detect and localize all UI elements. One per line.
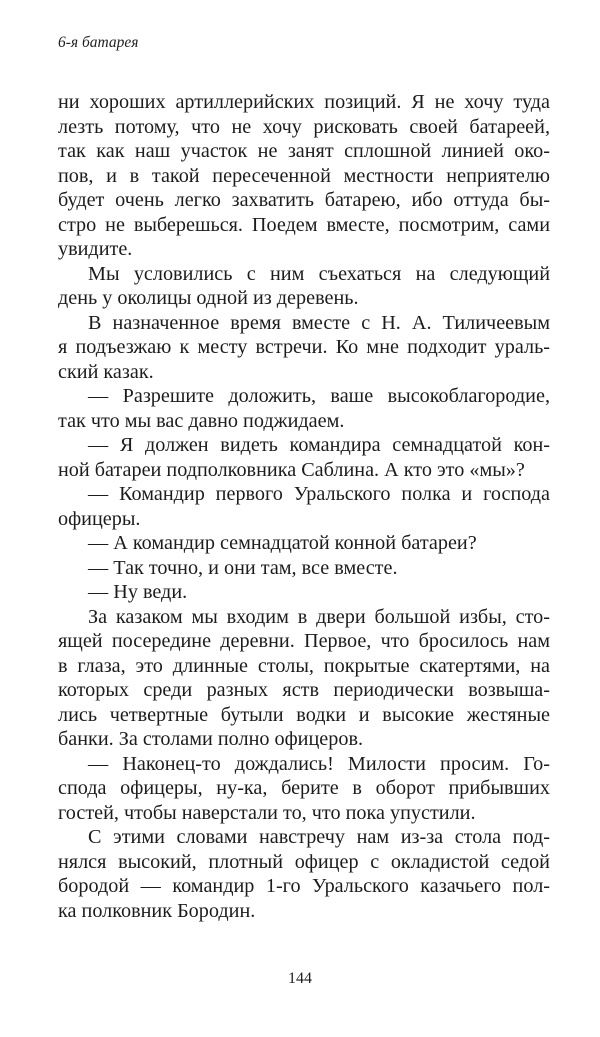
text-line: офицеры. xyxy=(58,507,141,530)
text-line: ский казак. xyxy=(58,360,154,383)
paragraph xyxy=(58,90,550,262)
text-line: бородой — командир 1-го Уральского казачьего пол- xyxy=(58,875,550,897)
paragraph xyxy=(58,384,550,433)
text-line: В назначенное время вместе с Н. А. Тиличеевым xyxy=(88,311,550,334)
paragraph xyxy=(58,311,550,385)
text-line: будет очень легко захватить батарею, ибо оттуда бы- xyxy=(58,189,550,211)
text-line: С этими словами навстречу нам из-за стола под- xyxy=(88,826,550,848)
paragraph xyxy=(58,556,550,581)
text-line: день у околицы одной из деревень. xyxy=(58,287,359,309)
paragraph xyxy=(58,752,550,826)
text-line: — Наконец-то дождались! Милости просим. Го- xyxy=(88,752,550,775)
text-line: гостей, чтобы наверстали то, что пока упустили. xyxy=(58,801,476,824)
text-line: — Так точно, и они там, все вместе. xyxy=(88,556,398,579)
text-line: — Разрешите доложить, ваше высокоблагородие, xyxy=(88,385,550,407)
text-line: стро не выберешься. Поедем вместе, посмотрим, сами xyxy=(58,213,550,236)
text-line: которых среди разных яств периодически возвыша- xyxy=(58,679,550,701)
text-line: я подъезжаю к месту встречи. Ко мне подходит ураль- xyxy=(58,336,550,358)
text-line: нялся высокий, плотный офицер с окладистой седой xyxy=(58,850,550,873)
paragraph xyxy=(58,580,550,605)
paragraph xyxy=(58,433,550,482)
text-line: в глаза, это длинные столы, покрытые скатертями, на xyxy=(58,654,550,677)
text-line: так что мы вас давно поджидаем. xyxy=(58,409,345,432)
text-line: — Командир первого Уральского полка и господа xyxy=(88,483,550,505)
text-line: ящей посередине деревни. Первое, что бросилось нам xyxy=(58,630,550,652)
text-line: ни хороших артиллерийских позиций. Я не хочу туда xyxy=(58,91,550,113)
running-header: 6-я батарея xyxy=(58,34,139,51)
text-line: увидите. xyxy=(58,238,133,260)
text-line: банки. За столами полно офицеров. xyxy=(58,728,364,750)
text-line: За казаком мы входим в двери большой избы, сто- xyxy=(88,605,550,628)
text-line: Мы условились с ним съехаться на следующий xyxy=(88,262,550,285)
page-number: 144 xyxy=(288,970,312,987)
paragraph xyxy=(58,531,550,556)
paragraph xyxy=(58,825,550,923)
text-line: пов, и в такой пересеченной местности неприятелю xyxy=(58,164,550,187)
text-line: ной батареи подполковника Саблина. А кто это «мы»? xyxy=(58,458,525,481)
text-line: лезть потому, что не хочу рисковать своей батареей, xyxy=(58,115,550,138)
text-line: — Я должен видеть командира семнадцатой кон- xyxy=(88,434,550,456)
paragraph xyxy=(58,262,550,311)
text-line: — Ну веди. xyxy=(88,581,188,603)
paragraph xyxy=(58,482,550,531)
body-text xyxy=(58,90,550,923)
text-line: так как наш участок не занят сплошной линией око- xyxy=(58,140,550,162)
text-line: лись четвертные бутыли водки и высокие жестяные xyxy=(58,703,550,726)
paragraph xyxy=(58,605,550,752)
text-line: спода офицеры, ну-ка, берите в оборот прибывших xyxy=(58,777,550,799)
text-line: — А командир семнадцатой конной батареи? xyxy=(88,532,477,554)
text-line: ка полковник Бородин. xyxy=(58,899,256,922)
